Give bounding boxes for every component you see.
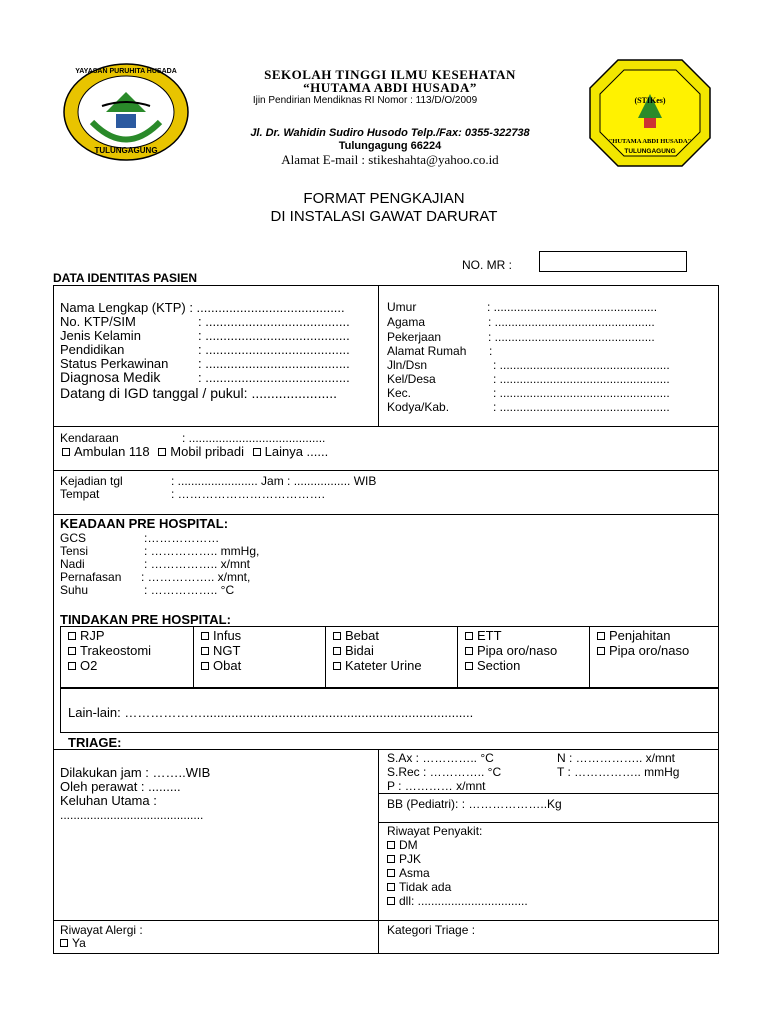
action-medication[interactable]: Obat <box>201 658 241 673</box>
institution-line2: “HUTAMA ABDI HUSADA” <box>303 80 477 95</box>
logo-right-band-text: "HUTAMA ABDI HUSADA" <box>608 138 692 145</box>
address-line: Jl. Dr. Wahidin Sudiro Husodo Telp./Fax: 0355-322738 <box>250 127 530 139</box>
field-district[interactable]: Kec. : ................................................... <box>387 386 670 400</box>
checkbox-icon <box>68 662 76 670</box>
checkbox-icon <box>465 662 473 670</box>
vital-gcs[interactable]: GCS :……………… <box>60 531 220 545</box>
triage-rectal-temp[interactable]: S.Rec : ………….. °C <box>387 765 502 779</box>
field-religion[interactable]: Agama : ................................................ <box>387 315 655 329</box>
vital-blood-pressure[interactable]: Tensi : …………….. mmHg, <box>60 544 260 558</box>
triage-complaint-field[interactable]: ........................................... <box>60 808 204 822</box>
checkbox-icon <box>60 939 68 947</box>
identity-heading: DATA IDENTITAS PASIEN <box>53 271 197 285</box>
field-vehicle[interactable]: Kendaraan : ......................................... <box>60 431 326 445</box>
institution-line1: SEKOLAH TINGGI ILMU KESEHATAN <box>264 67 516 82</box>
field-age[interactable]: Umur : ................................................. <box>387 300 658 314</box>
no-mr-field[interactable] <box>539 251 687 272</box>
logo-right-bottom-text: TULUNGAGUNG <box>624 148 676 155</box>
action-oronasal-tube-2[interactable]: Pipa oro/naso <box>597 643 689 658</box>
action-infusion[interactable]: Infus <box>201 628 241 643</box>
action-rjp[interactable]: RJP <box>68 628 105 643</box>
checkbox-icon <box>201 662 209 670</box>
history-dm[interactable]: DM <box>387 838 418 852</box>
allergy-yes[interactable]: Ya <box>60 936 86 950</box>
form-title-line2: DI INSTALASI GAWAT DARURAT <box>270 208 498 225</box>
checkbox-icon <box>597 647 605 655</box>
triage-weight-pediatric[interactable]: BB (Pediatri): : ………………..Kg <box>387 797 562 811</box>
field-city[interactable]: Kodya/Kab. : ................................................... <box>387 400 670 414</box>
triage-pulse[interactable]: N : …………….. x/mnt <box>557 751 676 765</box>
triage-time[interactable]: Dilakukan jam : ……..WIB <box>60 765 211 780</box>
action-ett[interactable]: ETT <box>465 628 502 643</box>
checkbox-icon <box>387 869 395 877</box>
action-urine-catheter[interactable]: Kateter Urine <box>333 658 422 673</box>
checkbox-icon <box>387 841 395 849</box>
vital-respiration[interactable]: Pernafasan : …………….. x/mnt, <box>60 570 251 584</box>
checkbox-icon <box>387 897 395 905</box>
field-occupation[interactable]: Pekerjaan : ................................................ <box>387 330 655 344</box>
checkbox-icon <box>253 448 261 456</box>
action-bandage[interactable]: Bebat <box>333 628 379 643</box>
option-ambulance[interactable]: Ambulan 118 <box>62 444 150 459</box>
checkbox-icon <box>597 632 605 640</box>
allergy-label: Riwayat Alergi : <box>60 923 143 937</box>
triage-blood-pressure[interactable]: T : …………….. mmHg <box>557 765 680 779</box>
history-asthma[interactable]: Asma <box>387 866 430 880</box>
field-gender[interactable]: Jenis Kelamin : ........................................ <box>60 328 350 343</box>
action-ngt[interactable]: NGT <box>201 643 240 658</box>
checkbox-icon <box>333 632 341 640</box>
field-medical-diagnosis[interactable]: Diagnosa Medik : ........................................ <box>60 369 350 385</box>
action-suction[interactable]: Section <box>465 658 520 673</box>
triage-nurse[interactable]: Oleh perawat : ......... <box>60 779 181 794</box>
checkbox-icon <box>201 632 209 640</box>
prehospital-heading: KEADAAN PRE HOSPITAL: <box>60 516 229 531</box>
action-splint[interactable]: Bidai <box>333 643 374 658</box>
checkbox-icon <box>333 647 341 655</box>
action-oxygen[interactable]: O2 <box>68 658 97 673</box>
permit-number: Ijin Pendirian Mendiknas RI Nomor : 113/D/O/2009 <box>252 95 478 106</box>
field-education[interactable]: Pendidikan : ........................................ <box>60 342 350 357</box>
checkbox-icon <box>201 647 209 655</box>
history-none[interactable]: Tidak ada <box>387 880 451 894</box>
triage-respiration[interactable]: P : ………… x/mnt <box>387 779 486 793</box>
checkbox-icon <box>68 632 76 640</box>
checkbox-icon <box>68 647 76 655</box>
email-line: Alamat E-mail : stikeshahta@yahoo.co.id <box>281 152 499 167</box>
field-incident-date[interactable]: Kejadian tgl : ........................ Jam : ................. WIB <box>60 474 377 488</box>
city-line: Tulungagung 66224 <box>338 140 442 152</box>
checkbox-icon <box>387 855 395 863</box>
field-full-name[interactable]: Nama Lengkap (KTP) : ......................................... <box>60 300 345 315</box>
other-actions-field[interactable]: Lain-lain: ………………........................................................................... <box>68 705 474 720</box>
field-incident-place[interactable]: Tempat : ………………………………. <box>60 487 326 501</box>
vital-pulse[interactable]: Nadi : …………….. x/mnt <box>60 557 251 571</box>
checkbox-icon <box>387 883 395 891</box>
field-street[interactable]: Jln/Dsn : ................................................... <box>387 358 670 372</box>
action-tracheostomy[interactable]: Trakeostomi <box>68 643 151 658</box>
history-pjk[interactable]: PJK <box>387 852 421 866</box>
checkbox-icon <box>62 448 70 456</box>
logo-left <box>62 62 190 162</box>
vehicle-options <box>62 444 328 459</box>
triage-complaint-label: Keluhan Utama : <box>60 793 157 808</box>
triage-axillary-temp[interactable]: S.Ax : ………….. °C <box>387 751 494 765</box>
option-private-car[interactable]: Mobil pribadi <box>158 444 244 459</box>
option-other-vehicle[interactable]: Lainya ...... <box>253 444 329 459</box>
vital-temperature[interactable]: Suhu : …………….. °C <box>60 583 235 597</box>
field-home-address[interactable]: Alamat Rumah : <box>387 344 493 358</box>
logo-left-top-text: YAYASAN PURUHITA HUSADA <box>75 68 177 75</box>
history-other[interactable]: dll: ................................. <box>387 894 528 908</box>
triage-heading: TRIAGE: <box>68 735 122 750</box>
action-suturing[interactable]: Penjahitan <box>597 628 670 643</box>
checkbox-icon <box>465 647 473 655</box>
logo-right-center-text: (STIKes) <box>634 96 666 105</box>
no-mr-label: NO. MR : <box>462 258 512 272</box>
actions-heading: TINDAKAN PRE HOSPITAL: <box>60 612 231 627</box>
field-marital-status[interactable]: Status Perkawinan : ........................................ <box>60 356 350 371</box>
checkbox-icon <box>333 662 341 670</box>
form-title-line1: FORMAT PENGKAJIAN <box>303 190 465 207</box>
logo-right <box>588 58 712 168</box>
field-village[interactable]: Kel/Desa : ................................................... <box>387 372 670 386</box>
checkbox-icon <box>158 448 166 456</box>
history-label: Riwayat Penyakit: <box>387 824 483 838</box>
logo-left-bottom-text: TULUNGAGUNG <box>94 146 158 155</box>
checkbox-icon <box>465 632 473 640</box>
action-oronasal-tube[interactable]: Pipa oro/naso <box>465 643 557 658</box>
triage-category[interactable]: Kategori Triage : <box>387 923 476 937</box>
field-arrival-datetime[interactable]: Datang di IGD tanggal / pukul: ...................... <box>60 385 338 401</box>
field-id-number[interactable]: No. KTP/SIM : ........................................ <box>60 314 350 329</box>
